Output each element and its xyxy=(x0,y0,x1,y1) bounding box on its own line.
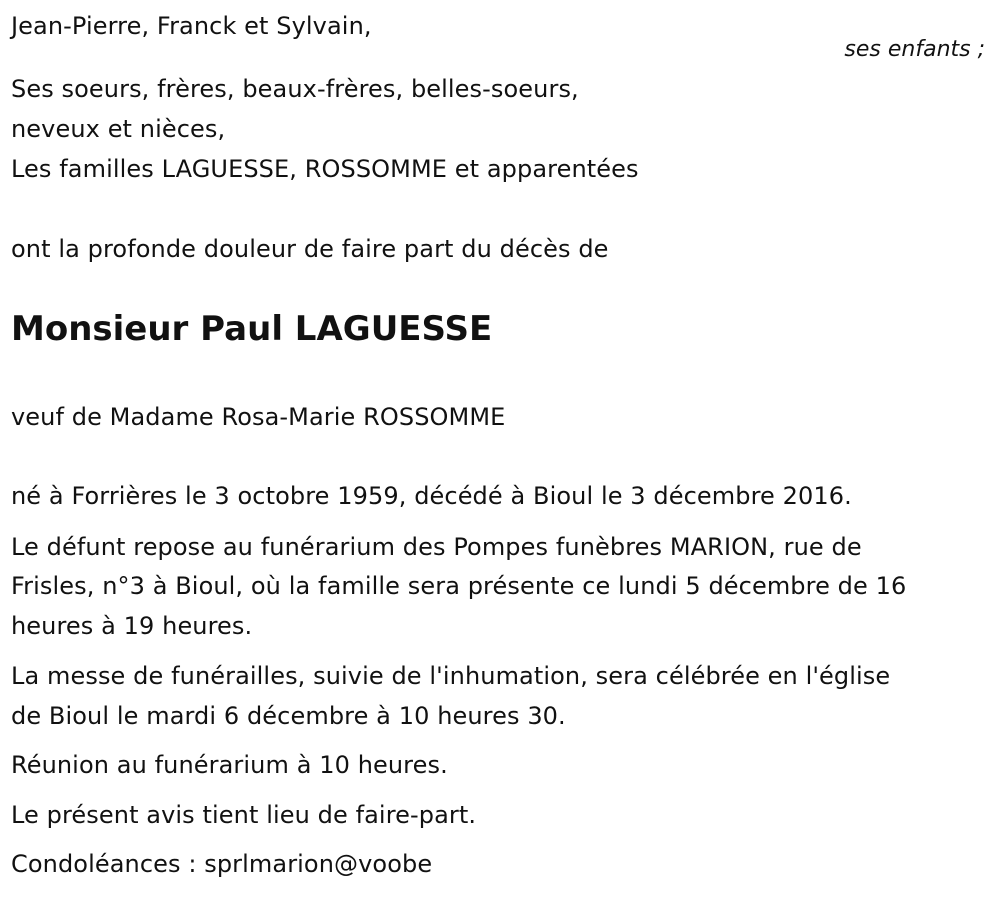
family-line-1: Ses soeurs, frères, beaux-frères, belles-soeurs, xyxy=(11,75,579,103)
condolences-line: Condoléances : sprlmarion@voobe xyxy=(11,850,433,878)
repose-line-3: heures à 19 heures. xyxy=(11,612,253,640)
family-line-3: Les familles LAGUESSE, ROSSOMME et apparentées xyxy=(11,155,639,183)
children-role: ses enfants ; xyxy=(844,37,985,62)
funeral-line-2: de Bioul le mardi 6 décembre à 10 heures 30. xyxy=(11,702,566,730)
intro-sentence: ont la profonde douleur de faire part du décès de xyxy=(11,235,609,263)
children-names: Jean-Pierre, Franck et Sylvain, xyxy=(11,12,372,40)
deceased-name: Monsieur Paul LAGUESSE xyxy=(11,309,493,349)
meeting-line: Réunion au funérarium à 10 heures. xyxy=(11,751,448,779)
birth-death-line: né à Forrières le 3 octobre 1959, décédé à Bioul le 3 décembre 2016. xyxy=(11,482,852,510)
funeral-line-1: La messe de funérailles, suivie de l'inhumation, sera célébrée en l'église xyxy=(11,662,891,690)
repose-line-2: Frisles, n°3 à Bioul, où la famille sera présente ce lundi 5 décembre de 16 xyxy=(11,572,907,600)
family-line-2: neveux et nièces, xyxy=(11,115,226,143)
repose-line-1: Le défunt repose au funérarium des Pompes funèbres MARION, rue de xyxy=(11,533,862,561)
notice-line: Le présent avis tient lieu de faire-part. xyxy=(11,801,477,829)
spouse-line: veuf de Madame Rosa-Marie ROSSOMME xyxy=(11,403,506,431)
